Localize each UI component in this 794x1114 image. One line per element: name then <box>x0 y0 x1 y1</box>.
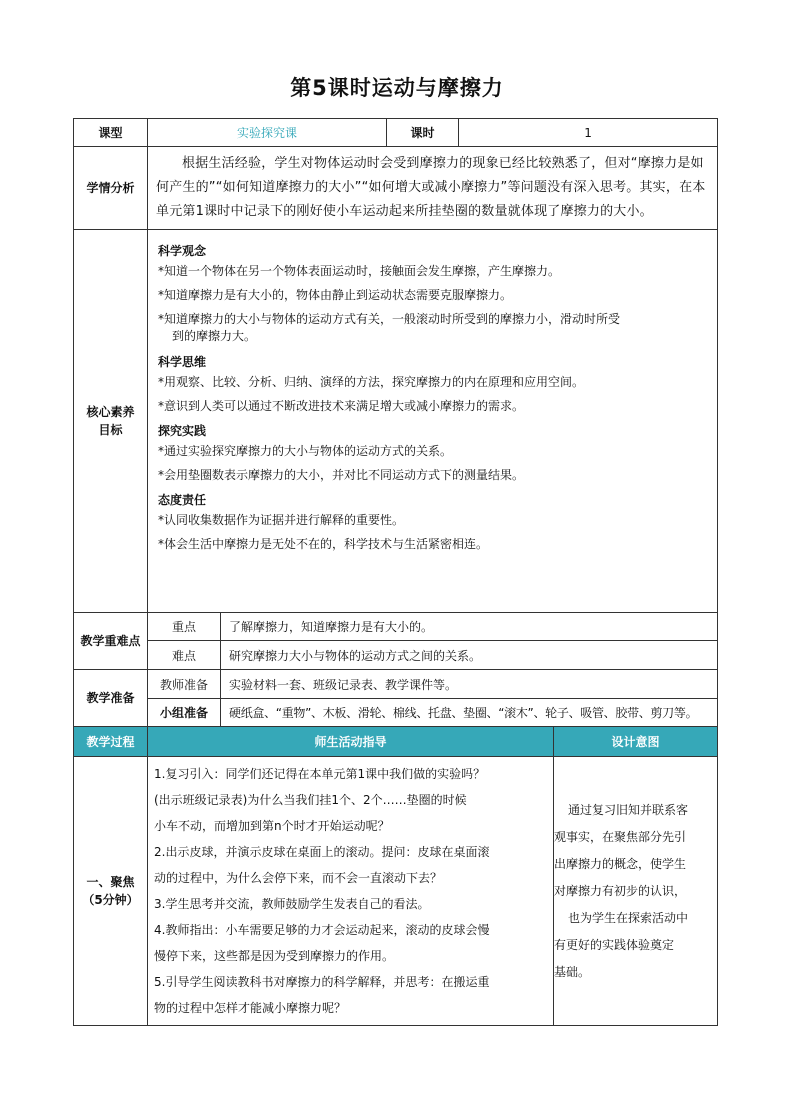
difficulty-text: 研究摩擦力大小与物体的运动方式之间的关系。 <box>221 641 718 670</box>
activity-line: 1.复习引入：同学们还记得在本单元第1课中我们做的实验吗？ <box>154 767 486 781</box>
teacher-prep-label: 教师准备 <box>148 670 221 699</box>
group-prep-row <box>74 699 718 727</box>
focus-text: 了解摩擦力，知道摩擦力是有大小的。 <box>221 613 718 641</box>
difficulty-row <box>74 641 718 670</box>
literacy-item: *通过实验探究摩擦力的大小与物体的运动方式的关系。 <box>158 444 453 458</box>
analysis-text: 根据生活经验，学生对物体运动时会受到摩擦力的现象已经比较熟悉了，但对“摩擦力是如何产生的”“如何知道摩擦力的大小”“如何增大或减小摩擦力”等问题没有深入思考。其实，在本单元第1课时中记录下的刚好使小车运动起来所挂垫圈的数量就体现了摩擦力的大小。 <box>156 156 706 219</box>
prep-label: 教学准备 <box>74 670 148 727</box>
activity-line: 慢停下来，这些都是因为受到摩擦力的作用。 <box>154 949 395 963</box>
literacy-item: *体会生活中摩擦力是无处不在的，科学技术与生活紧密相连。 <box>158 537 489 551</box>
activity-line: 4.教师指出：小车需要足够的力才会运动起来，滚动的皮球会慢 <box>154 923 490 937</box>
activity-line: 2.出示皮球，并演示皮球在桌面上的滚动。提问：皮球在桌面滚 <box>154 845 490 859</box>
design-line: 也为学生在探索活动中 <box>568 910 689 925</box>
process-col2-header: 师生活动指导 <box>148 727 554 757</box>
period-value: 1 <box>459 119 718 147</box>
section-heading: 科学观念 <box>158 244 207 258</box>
literacy-row <box>74 230 718 613</box>
difficulty-label: 难点 <box>148 641 221 670</box>
literacy-item: *知道一个物体在另一个物体表面运动时，接触面会发生摩擦，产生摩擦力。 <box>158 264 561 278</box>
design-line: 基础。 <box>554 964 591 979</box>
process-header-row <box>74 727 718 757</box>
focus-row <box>74 613 718 641</box>
group-prep-label: 小组准备 <box>148 699 221 727</box>
literacy-item: *知道摩擦力是有大小的，物体由静止到运动状态需要克服摩擦力。 <box>158 288 513 302</box>
lesson-plan-table <box>73 118 718 1026</box>
stage-time: （5分钟） <box>82 893 139 907</box>
literacy-item: *认同收集数据作为证据并进行解释的重要性。 <box>158 513 405 527</box>
activity-line: 动的过程中，为什么会停下来，而不会一直滚动下去？ <box>154 871 443 885</box>
stage-name: 一、聚焦 <box>86 875 135 889</box>
page-title: 第5课时运动与摩擦力 <box>290 76 504 100</box>
course-type-value: 实验探究课 <box>148 119 387 147</box>
design-line: 出摩擦力的概念，使学生 <box>554 856 687 871</box>
focus-label: 重点 <box>148 613 221 641</box>
process-col3-header: 设计意图 <box>554 727 718 757</box>
teacher-prep-text: 实验材料一套、班级记录表、教学课件等。 <box>221 670 718 699</box>
group-prep-text: 硬纸盒、“重物”、木板、滑轮、棉线、托盘、垫圈、“滚木”、轮子、吸管、胶带、剪刀等。 <box>221 699 718 727</box>
literacy-item: *知道摩擦力的大小与物体的运动方式有关，一般滚动时所受到的摩擦力小，滑动时所受 <box>158 312 621 326</box>
stage1-row <box>74 757 718 1026</box>
design-line: 有更好的实践体验奠定 <box>554 937 675 952</box>
activity-line: 3.学生思考并交流，教师鼓励学生发表自己的看法。 <box>154 897 430 911</box>
analysis-row <box>74 147 718 230</box>
teacher-prep-row <box>74 670 718 699</box>
course-type-row <box>74 119 718 147</box>
literacy-label-line1: 核心素养 <box>86 405 135 419</box>
analysis-label: 学情分析 <box>74 147 148 230</box>
keypoints-label: 教学重难点 <box>74 613 148 670</box>
literacy-item: *用观察、比较、分析、归纳、演绎的方法，探究摩擦力的内在原理和应用空间。 <box>158 375 585 389</box>
literacy-item: *会用垫圈数表示摩擦力的大小，并对比不同运动方式下的测量结果。 <box>158 468 525 482</box>
design-line: 对摩擦力有初步的认识， <box>554 883 687 898</box>
activity-line: 物的过程中怎样才能减小摩擦力呢？ <box>154 1001 347 1015</box>
period-label: 课时 <box>387 119 459 147</box>
activity-line: 小车不动，而增加到第n个时才开始运动呢？ <box>154 819 390 833</box>
section-heading: 探究实践 <box>158 424 207 438</box>
literacy-item: *意识到人类可以通过不断改进技术来满足增大或减小摩擦力的需求。 <box>158 399 525 413</box>
process-col1-header: 教学过程 <box>74 727 148 757</box>
literacy-label-line2: 目标 <box>98 423 123 437</box>
design-line: 通过复习旧知并联系客 <box>568 802 689 817</box>
course-type-label: 课型 <box>74 119 148 147</box>
section-heading: 科学思维 <box>158 355 207 369</box>
design-line: 观事实，在聚焦部分先引 <box>554 829 687 844</box>
activity-line: (出示班级记录表)为什么当我们挂1个、2个……垫圈的时候 <box>154 793 467 807</box>
activity-line: 5.引导学生阅读教科书对摩擦力的科学解释，并思考：在搬运重 <box>154 975 490 989</box>
section-heading: 态度责任 <box>158 493 207 507</box>
literacy-item: 到的摩擦力大。 <box>172 329 257 343</box>
